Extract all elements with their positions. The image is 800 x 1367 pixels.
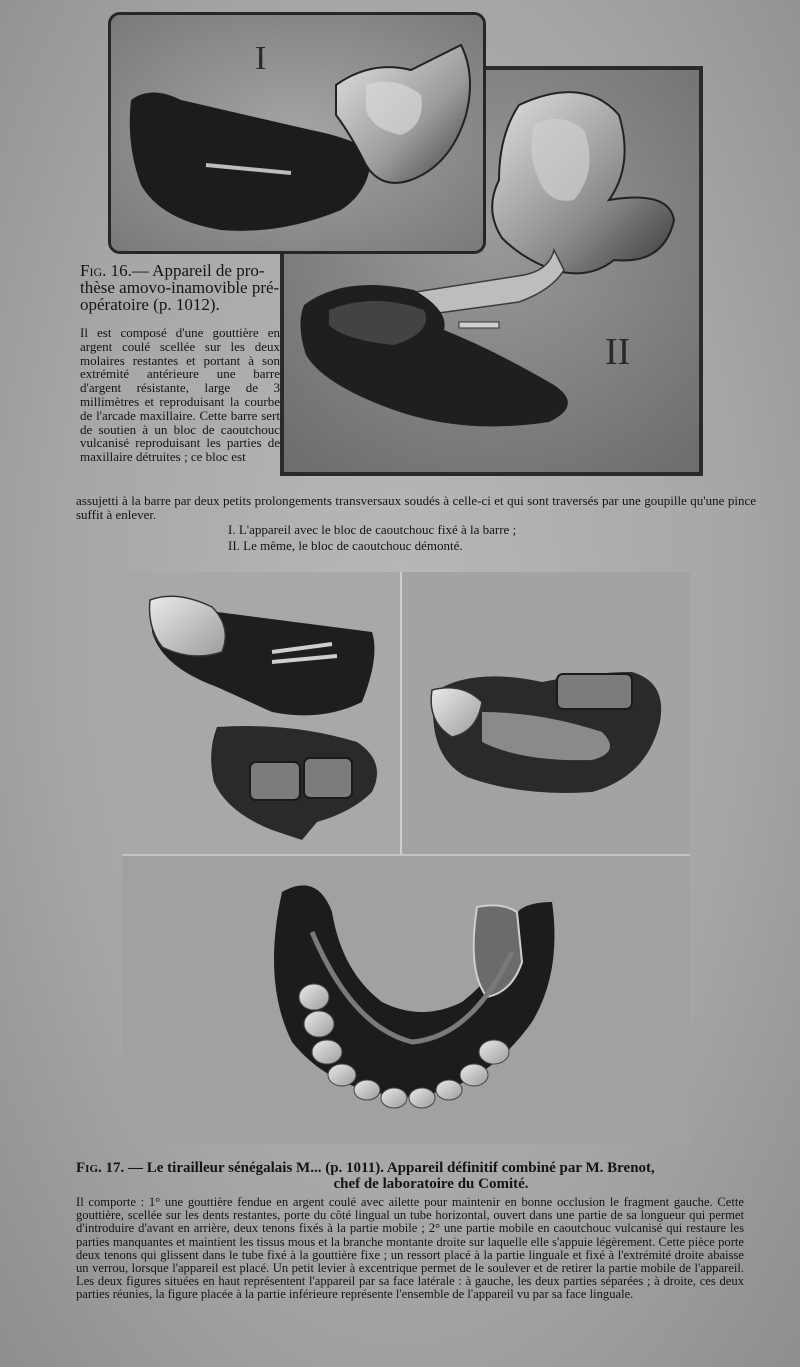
- figure17-caption-prefix: Fig. 17.: [76, 1160, 125, 1176]
- figure17-description: [76, 1196, 744, 1302]
- figure16-description-text: Il est composé d'une gouttière en argent coulé scellée sur les deux molaires restantes et portant à son extrémité antérieure une barre d'argent résistante, large de 3 millimètres et reproduisant la courbe de l'arcade maxillaire. Cette barre sert de soutien à un bloc de caoutchouc vulcanisé reproduisant les parties de maxillaire détruites ; ce bloc est: [80, 325, 280, 465]
- figure16-description-continued-text: assujetti à la barre par deux petits prolongements transversaux soudés à celle-ci et qui sont traversés par une goupille qu'une pince suffit à enlever.: [76, 493, 756, 522]
- figure16-caption-prefix: Fig. 16.: [80, 261, 132, 280]
- figure17-caption-line1: — Le tirailleur sénégalais M... (p. 1011). Appareil définitif combiné par M. Brenot,: [124, 1160, 655, 1176]
- prosthesis-assembled-image: [111, 15, 483, 251]
- figure16-description: [80, 326, 280, 464]
- figure16-photo-panel-1: [108, 12, 486, 254]
- figure17-divider-horizontal: [122, 854, 690, 856]
- figure17-composite-image: [122, 572, 690, 1144]
- figure17-divider-vertical: [400, 572, 402, 854]
- figure16-legend: [228, 522, 516, 554]
- figure16-panel-label-2: II: [605, 331, 631, 373]
- figure17-caption: [76, 1160, 756, 1192]
- figure16-legend-item-2: II. Le même, le bloc de caoutchouc démonté.: [228, 538, 463, 553]
- figure16-description-continued: [76, 494, 756, 521]
- figure16-caption: [80, 262, 290, 313]
- figure17-photo: [122, 572, 690, 1144]
- figure17-description-text: Il comporte : 1° une gouttière fendue en argent coulé avec ailette pour maintenir en bonne occlusion le fragment gauche. Cette gouttière, scellée sur les dents restantes, porte du côté lingual un tube horizontal, ouvert dans une partie de sa longueur qui permet d'introduire d'avant en arrière, deux tenons fixés à la partie mobile ; 2° une partie mobile en caoutchouc vulcanisé qui restaure les parties manquantes et maintient les tissus mous et la branche montante droite sur laquelle elle s'appuie légèrement. Cette pièce porte deux tenons qui glissent dans le tube fixé à la gouttière fixe ; un ressort placé à la partie linguale et fixé à l'extrémité droite abaisse un verrou, lorsque l'appareil est placé. Un petit levier à excentrique permet de le soulever et de retirer la partie mobile de l'appareil. Les deux figures situées en haut représentent l'appareil par sa face latérale : à gauche, les deux parties séparées ; à droite, ces deux parties réunies, la figure placée à la partie inférieure représente l'ensemble de l'appareil vu par sa face linguale.: [76, 1195, 744, 1302]
- figure17-caption-line2: chef de laboratoire du Comité.: [333, 1176, 529, 1192]
- figure16-caption-title: — Appareil de pro-thèse amovo-inamovible pré-opératoire (p. 1012).: [80, 261, 280, 314]
- figure16-legend-item-1: I. L'appareil avec le bloc de caoutchouc fixé à la barre ;: [228, 522, 517, 537]
- figure16-panel-label-1: I: [255, 40, 267, 77]
